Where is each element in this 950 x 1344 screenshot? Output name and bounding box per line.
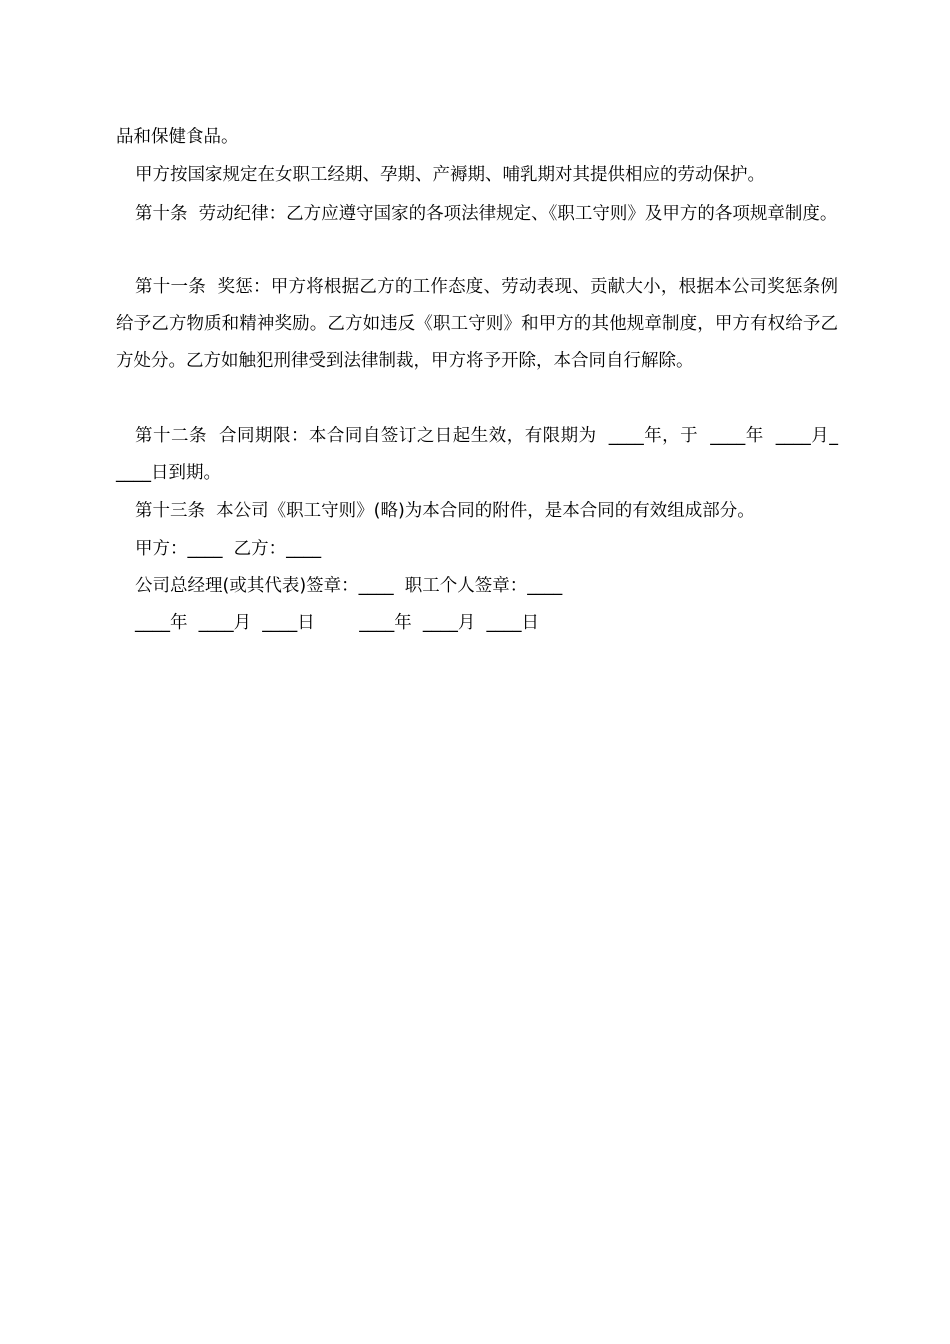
paragraph-female-protection: 甲方按国家规定在女职工经期、孕期、产褥期、哺乳期对其提供相应的劳动保护。 [135, 165, 765, 185]
clause-11-rewards-penalties: 第十一条 奖惩：甲方将根据乙方的工作态度、劳动表现、贡献大小，根据本公司奖惩条例给予乙方物质和精神奖励。乙方如违反《职工守则》和甲方的其他规章制度，甲方有权给予乙方处分。乙方如触犯刑律受到法律制裁，甲方将予开除，本合同自行解除。 [116, 277, 838, 371]
clause-13-appendix: 第十三条 本公司《职工守则》(略)为本合同的附件，是本合同的有效组成部分。 [135, 501, 755, 521]
paragraph-health-food: 品和保健食品。 [116, 127, 239, 147]
parties-line: 甲方：____ 乙方：____ [135, 539, 322, 559]
clause-10-discipline: 第十条 劳动纪律：乙方应遵守国家的各项法律规定、《职工守则》及甲方的各项规章制度。 [135, 204, 838, 224]
document-page [116, 0, 850, 1344]
clause-12-contract-term: 第十二条 合同期限：本合同自签订之日起生效，有限期为 ____年，于 ____年 ____月_ ____日到期。 [116, 426, 850, 483]
signature-line: 公司总经理(或其代表)签章：____ 职工个人签章：____ [135, 576, 563, 596]
date-line: ____年 ____月 ____日 ____年 ____月 ____日 [135, 613, 540, 633]
